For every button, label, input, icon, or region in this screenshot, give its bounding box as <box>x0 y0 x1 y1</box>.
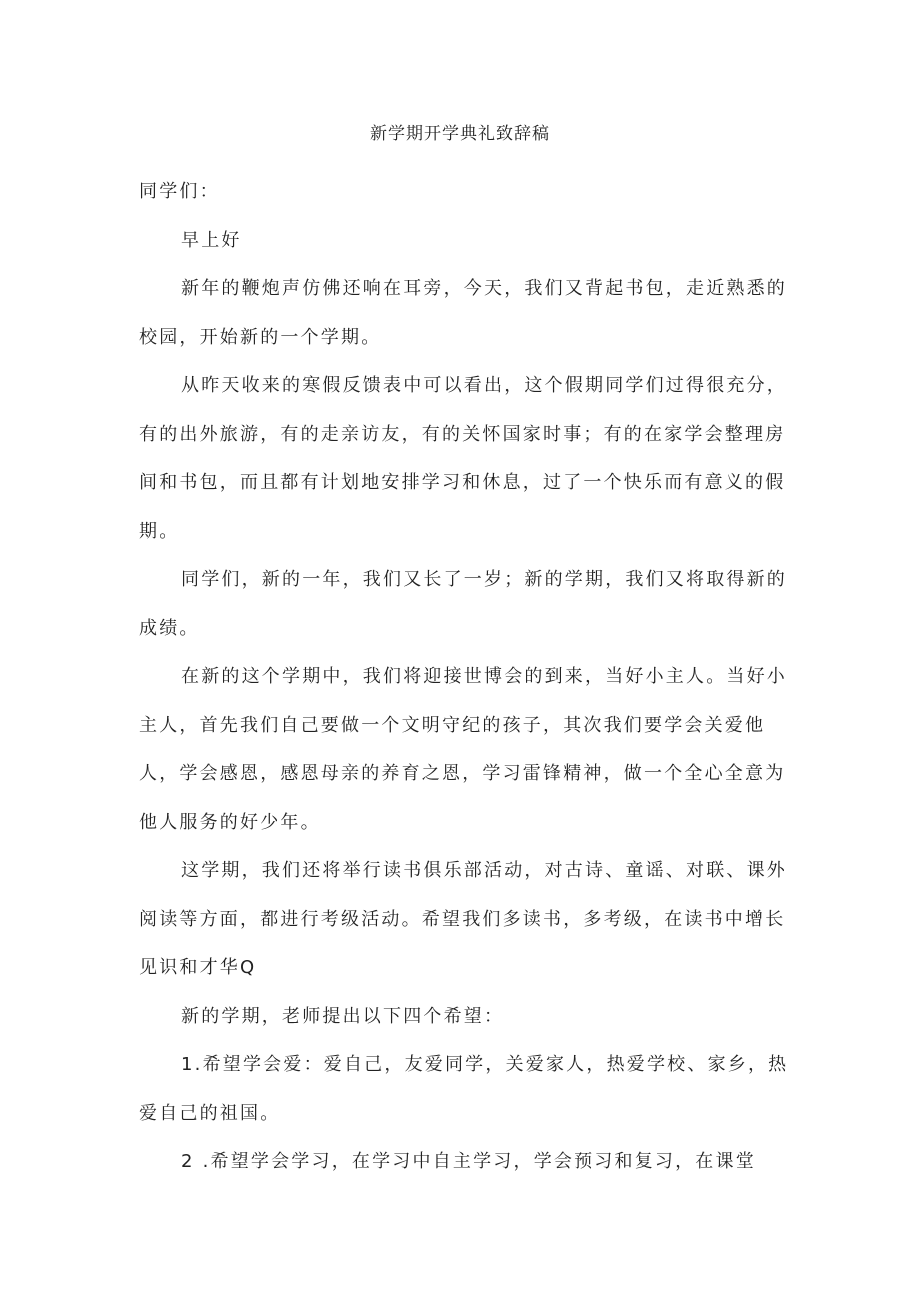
document-body <box>139 168 789 1187</box>
paragraph-winter-break: 从昨天收来的寒假反馈表中可以看出，这个假期同学们过得很充分，有的出外旅游，有的走亲访友，有的关怀国家时事；有的在家学会整理房间和书包，而且都有计划地安排学习和休息，过了一个快乐而有意义的假期。 <box>139 375 787 542</box>
paragraph-greeting: 早上好 <box>181 229 242 251</box>
document-title: 新学期开学典礼致辞稿 <box>370 124 550 144</box>
salutation: 同学们： <box>139 181 220 202</box>
list-item-hope-1: 1.希望学会爱：爱自己，友爱同学，关爱家人，热爱学校、家乡，热爱自己的祖国。 <box>139 1054 789 1124</box>
list-item-hope-2: 2 .希望学会学习，在学习中自主学习，学会预习和复习，在课堂 <box>181 1151 756 1172</box>
paragraph-expo: 在新的这个学期中，我们将迎接世博会的到来，当好小主人。当好小主人，首先我们自己要做一个文明守纪的孩子，其次我们要学会关爱他人，学会感恩，感恩母亲的养育之恩，学习雷锋精神，做一个全心全意为他人服务的好少年。 <box>139 666 787 833</box>
paragraph-new-year: 同学们，新的一年，我们又长了一岁；新的学期，我们又将取得新的成绩。 <box>139 569 787 639</box>
paragraph-four-hopes: 新的学期，老师提出以下四个希望： <box>181 1005 505 1027</box>
paragraph-reading-club: 这学期，我们还将举行读书俱乐部活动，对古诗、童谣、对联、课外阅读等方面，都进行考级活动。希望我们多读书，多考级，在读书中增长见识和才华Q <box>139 860 787 978</box>
paragraph-new-semester: 新年的鞭炮声仿佛还响在耳旁，今天，我们又背起书包，走近熟悉的校园，开始新的一个学期。 <box>139 278 787 348</box>
